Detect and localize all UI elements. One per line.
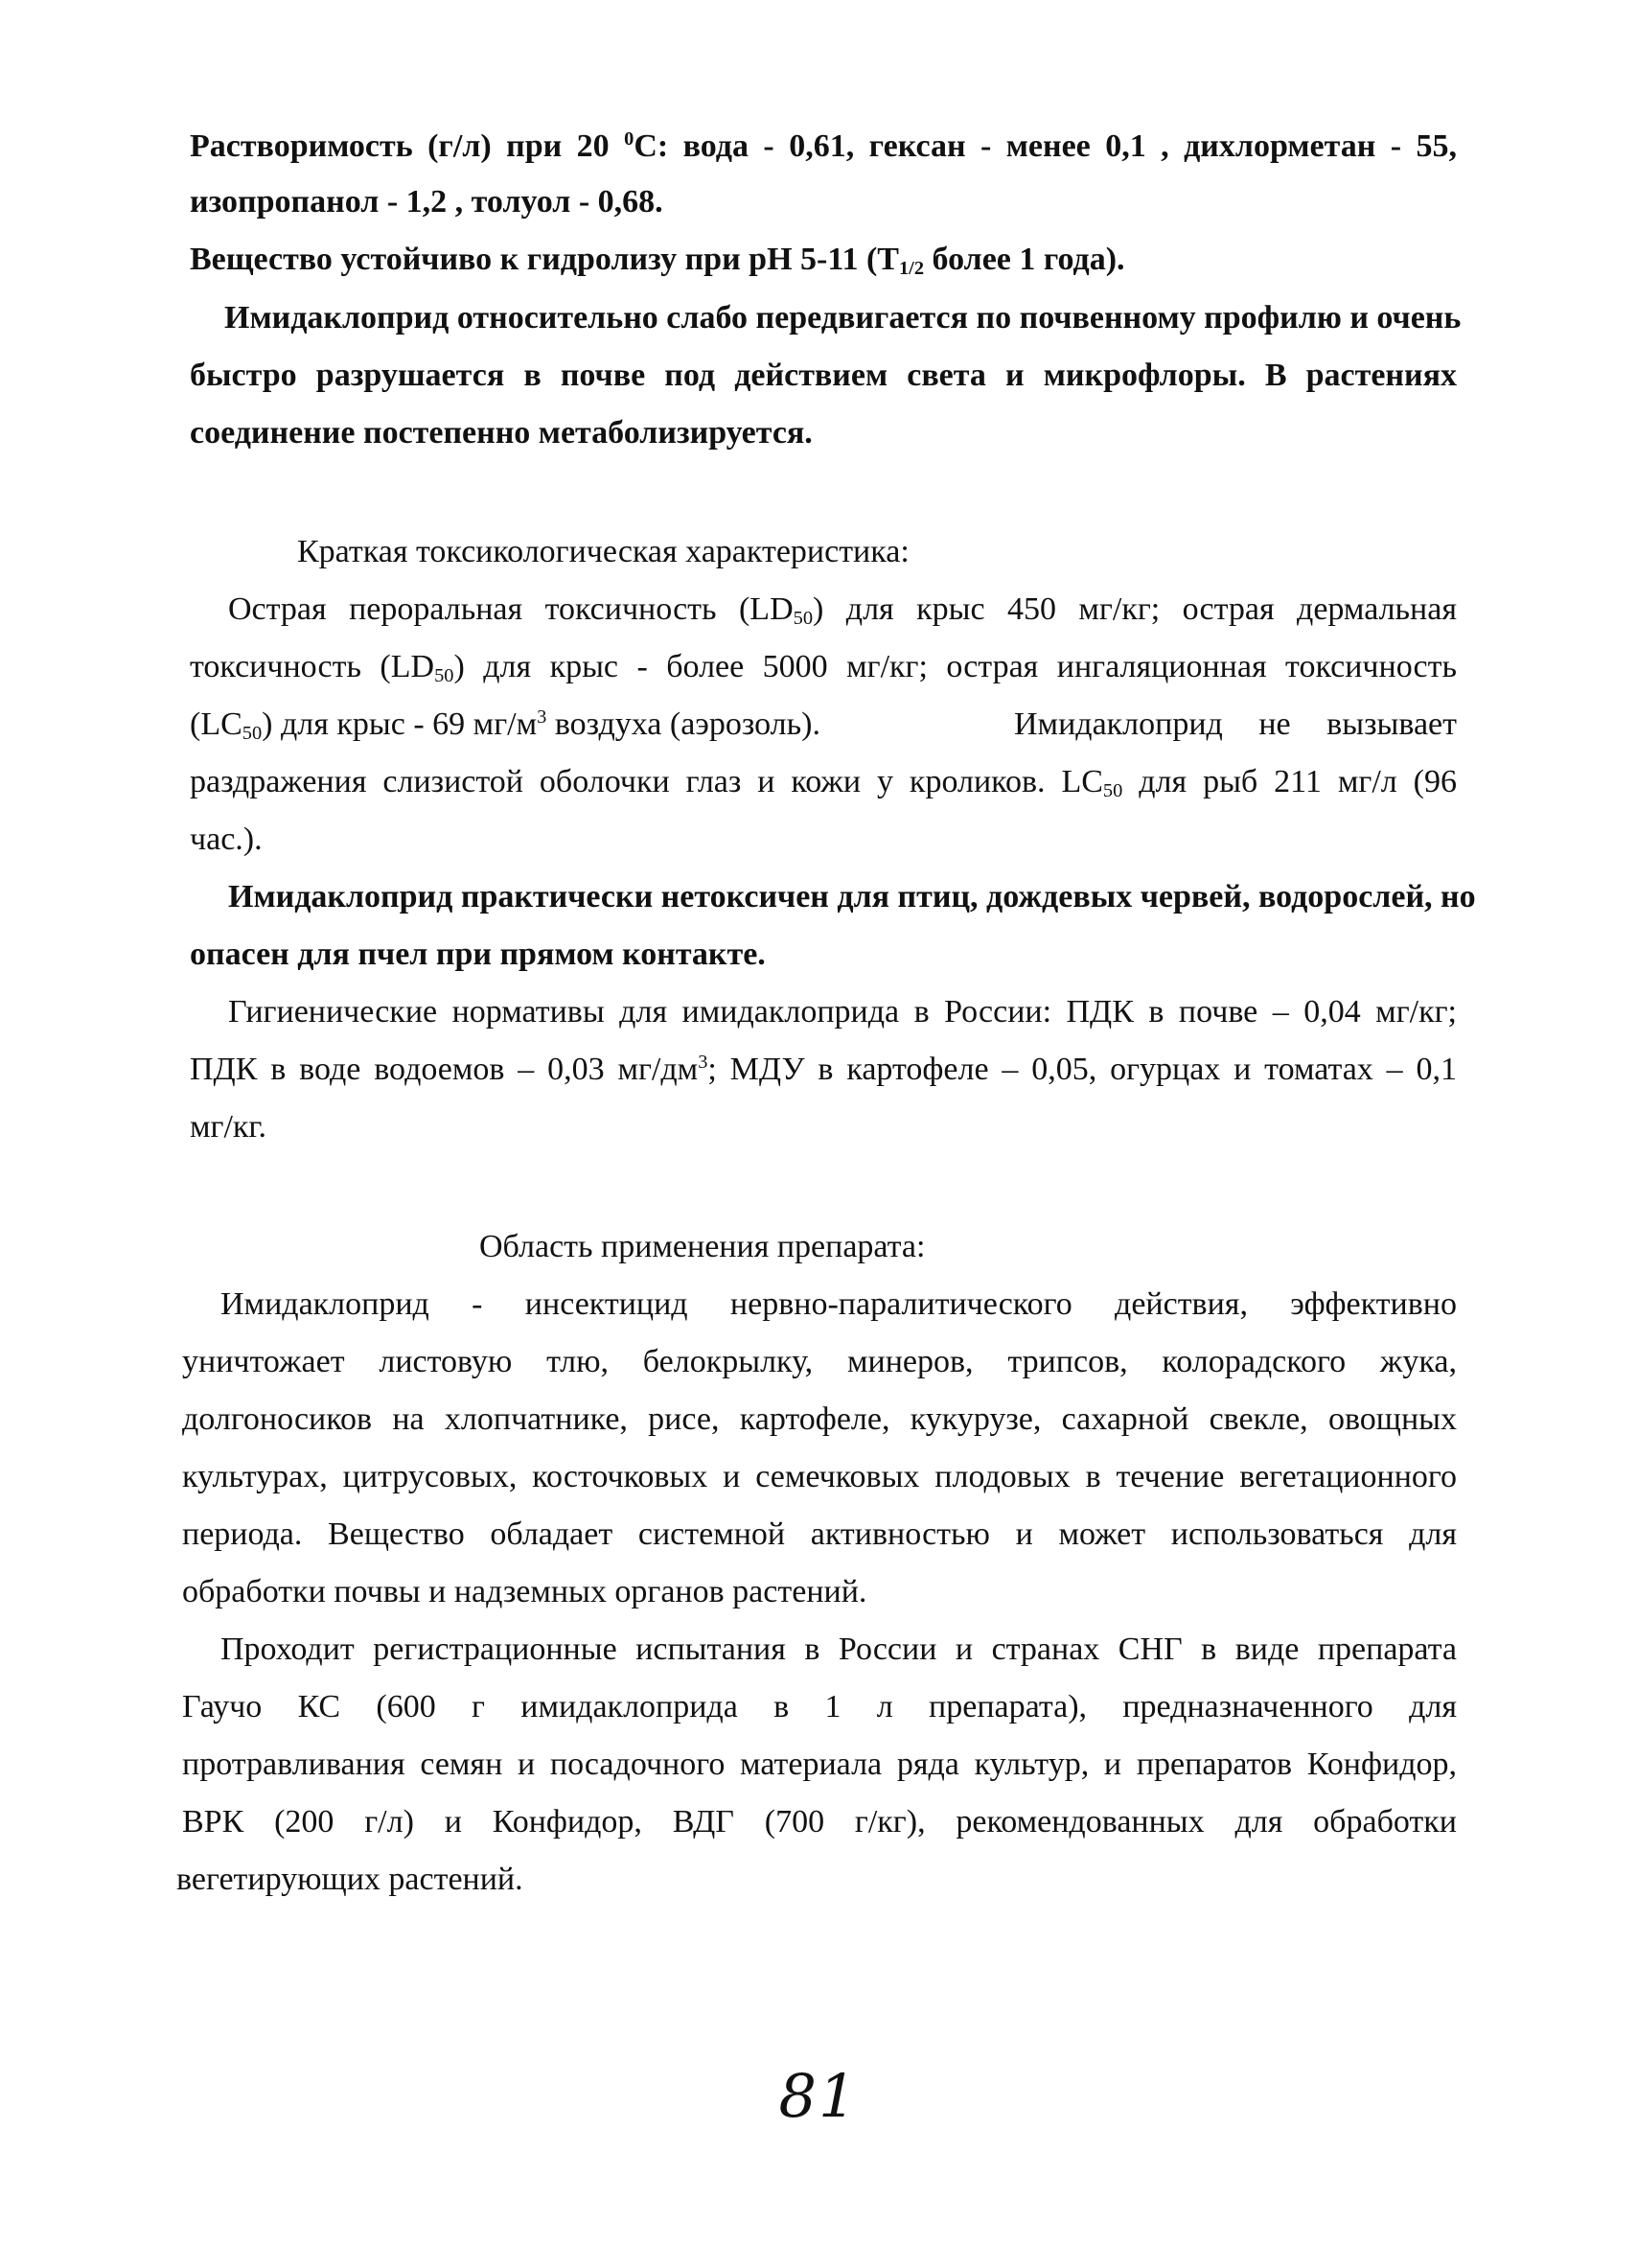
app-line-6: обработки почвы и надземных органов растений.: [182, 1574, 867, 1609]
tox-line-2: токсичность $(LD_{50})$ для крыс - более 5000 мг/кг; острая ингаляционная токсичность: [190, 649, 1457, 687]
reg-line-3: протравливания семян и посадочного материала ряда культур, и препаратов Конфидор,: [182, 1747, 1457, 1782]
hydrolysis-line: Вещество устойчиво к гидролизу при pH 5-11 ($T_{1/2}$ более 1 года).: [190, 242, 1125, 280]
soil-line-2: быстро разрушается в почве под действием света и микрофлоры. В растениях: [190, 358, 1457, 393]
soil-line-1: Имидаклоприд относительно слабо передвигается по почвенному профилю и очень: [224, 300, 1462, 336]
page-number: 81: [778, 2061, 859, 2131]
reg-line-4: ВРК (200 г/л) и Конфидор, ВДГ (700 г/кг), рекомендованных для обработки: [182, 1804, 1457, 1840]
solubility-line-2: изопропанол - 1,2 , толуол - 0,68.: [190, 184, 663, 220]
hygiene-line-3: мг/кг.: [190, 1109, 267, 1145]
solubility-line-1: Растворимость (г/л) при 20 $^0$С: вода - 0,61, гексан - менее 0,1 , дихлорметан - 55,: [190, 127, 1457, 164]
app-line-3: долгоносиков на хлопчатнике, рисе, картофеле, кукурузе, сахарной свекле, овощных: [182, 1401, 1457, 1437]
app-heading: Область применения препарата:: [479, 1229, 926, 1264]
app-line-2: уничтожает листовую тлю, белокрылку, минеров, трипсов, колорадского жука,: [182, 1344, 1457, 1379]
tox-line-3: $(LC_{50})$ для крыс - 69 $мг/м^3$ воздуха (аэрозоль).: [190, 706, 820, 745]
app-line-4: культурах, цитрусовых, косточковых и семечковых плодовых в течение вегетационного: [182, 1459, 1457, 1494]
reg-line-1: Проходит регистрационные испытания в России и странах СНГ в виде препарата: [220, 1632, 1457, 1667]
tox-line-4: раздражения слизистой оболочки глаз и кожи у кроликов. $LC_{50}$ для рыб 211 мг/л (96: [190, 764, 1457, 802]
hygiene-line-2: ПДК в воде водоемов – 0,03 $мг/дм^3$; МДУ в картофеле – 0,05, огурцах и томатах – 0,1: [190, 1051, 1457, 1087]
reg-line-5: вегетирующих растений.: [176, 1862, 523, 1897]
app-line-5: периода. Вещество обладает системной активностью и может использоваться для: [182, 1516, 1457, 1552]
tox-line-5: час.).: [190, 822, 263, 857]
tox-line-3-end: Имидаклоприд не вызывает: [1014, 706, 1457, 742]
birds-line-1: Имидаклоприд практически нетоксичен для птиц, дождевых червей, водорослей, но: [228, 879, 1476, 914]
hygiene-line-1: Гигиенические нормативы для имидаклоприда в России: ПДК в почве – 0,04 мг/кг;: [228, 994, 1457, 1030]
tox-line-1: Острая пероральная токсичность $(LD_{50})$ для крыс 450 мг/кг; острая дермальная: [228, 591, 1457, 630]
app-line-1: Имидаклоприд - инсектицид нервно-паралитического действия, эффективно: [220, 1286, 1457, 1322]
soil-line-3: соединение постепенно метаболизируется.: [190, 415, 813, 451]
birds-line-2: опасен для пчел при прямом контакте.: [190, 937, 766, 972]
reg-line-2: Гаучо КС (600 г имидаклоприда в 1 л препарата), предназначенного для: [182, 1689, 1457, 1724]
tox-heading: Краткая токсикологическая характеристика:: [297, 534, 910, 569]
